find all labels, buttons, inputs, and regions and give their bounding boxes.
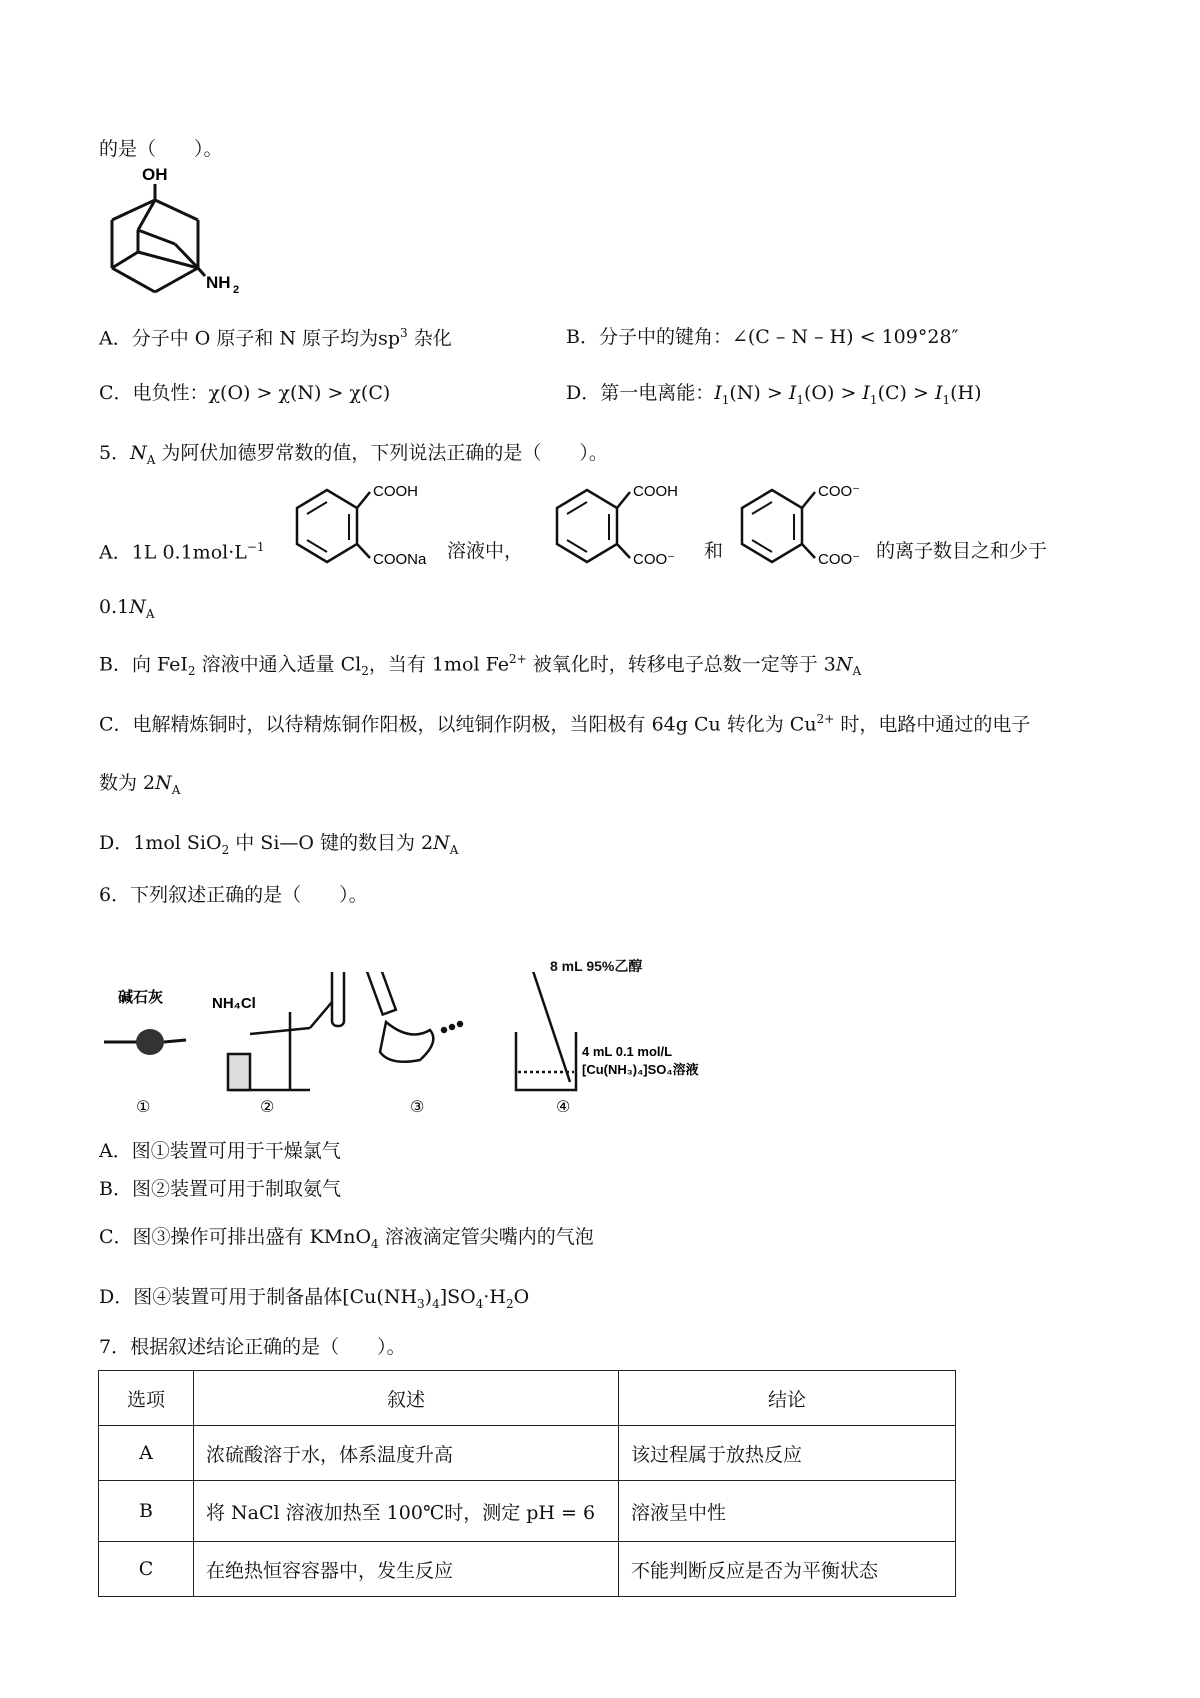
q6-option-c: C．图③操作可排出盛有 KMnO$_4$ 溶液滴定管尖嘴内的气泡 [99,1226,594,1251]
table-row [99,1542,956,1597]
q7-stem: 7．根据叙述结论正确的是（ ）。 [99,1336,406,1358]
q4-option-d: D．第一电离能：$I_1(N) > I_1(O) > I_1(C) > I_1(H)$ [566,382,982,407]
q5-stem: 5．$N_A$ 为阿伏加德罗常数的值，下列说法正确的是（ ）。 [99,442,608,467]
struct1-bottom: COONa [373,551,427,568]
q5-option-a-post: 的离子数目之和少于 [876,540,1048,562]
struct1-top: COOH [373,483,418,500]
q6-option-d: D．图④装置可用于制备晶体$[Cu(NH_3)_4]SO_4\cdot H_2O$ [99,1286,530,1311]
fig-num-1: ① [136,1099,151,1116]
fig-num-2: ② [260,1099,275,1116]
ethanol-label: 8 mL 95%乙醇 [550,958,643,974]
struct2-top: COOH [633,483,678,500]
table-cell: A [99,1426,194,1481]
q5-option-b: B．向 FeI$_2$ 溶液中通入适量 $Cl_2$，当有 1mol $Fe^{2+}$ 被氧化时，转移电子总数一定等于 $3N_A$ [99,652,862,679]
q6-stem: 6．下列叙述正确的是（ ）。 [99,884,368,906]
q7-table [98,1370,956,1597]
table-cell: C [99,1542,194,1597]
table-cell: 在绝热恒容容器中，发生反应 [194,1542,619,1597]
struct3-bottom: COO⁻ [818,551,861,568]
nh2-label: NH [206,273,231,292]
table-row [99,1426,956,1481]
q4-option-a: A．分子中 O 原子和 N 原子均为$sp^3$ 杂化 [99,326,452,350]
q5-option-d: D．1mol SiO$_2$ 中 Si—O 键的数目为 $2N_A$ [99,832,459,857]
q5-option-a-mid2: 和 [704,540,724,562]
q4-option-b: B．分子中的键角：∠(C – N – H) < 109°28″ [566,326,959,348]
drying-tube-icon [104,1029,186,1055]
q5-option-c: C．电解精炼铜时，以待精炼铜作阳极，以纯铜作阴极，当阳极有 64g Cu 转化为 $Cu^{2+}$ 时，电路中通过的电子 [99,712,1031,736]
table-cell: 将 NaCl 溶液加热至 100℃时，测定 pH = 6 [194,1481,619,1542]
apparatus-figure [100,972,780,1122]
q4-option-c: C．电负性：χ(O) > χ(N) > χ(C) [99,382,391,404]
phthalate-structure-1 [275,478,445,568]
solution-label-1: 4 mL 0.1 mol/L [582,1044,673,1059]
q5-option-a-prefix: A．1L $0.1mol\cdot L^{-1}$ [99,540,265,564]
table-header-cell: 结论 [619,1371,956,1426]
solution-label-2: [Cu(NH₃)₄]SO₄溶液 [582,1062,699,1077]
q5-option-c-line2: 数为 $2N_A$ [99,772,181,797]
table-header-cell: 叙述 [194,1371,619,1426]
fig-num-4: ④ [556,1099,571,1116]
table-cell: 浓硫酸溶于水，体系温度升高 [194,1426,619,1481]
q6-option-b: B．图②装置可用于制取氨气 [99,1178,341,1200]
table-header-cell: 选项 [99,1371,194,1426]
phthalate-structure-2 [535,478,695,568]
table-cell: 不能判断反应是否为平衡状态 [619,1542,956,1597]
table-header-row [99,1371,956,1426]
table-cell: 溶液呈中性 [619,1481,956,1542]
burette-hand-icon [361,972,462,1062]
q6-option-a: A．图①装置可用于干燥氯气 [99,1140,341,1162]
q5-option-a-mid1: 溶液中， [447,540,524,562]
fig-num-3: ③ [410,1099,425,1116]
heating-stand-icon [228,972,344,1090]
nh4cl-label: NH₄Cl [212,995,256,1012]
struct2-bottom: COO⁻ [633,551,676,568]
oh-label: OH [142,165,168,184]
adamantane-structure [100,160,260,300]
question-stem-tail: 的是（ ）。 [99,138,223,160]
struct3-top: COO⁻ [818,483,861,500]
nh2-subscript: 2 [233,284,240,296]
table-cell: B [99,1481,194,1542]
phthalate-structure-3 [720,478,870,568]
table-row [99,1481,956,1542]
q5-option-a-line2: $0.1N_A$ [99,596,155,621]
table-cell: 该过程属于放热反应 [619,1426,956,1481]
soda-lime-label: 碱石灰 [118,989,164,1006]
